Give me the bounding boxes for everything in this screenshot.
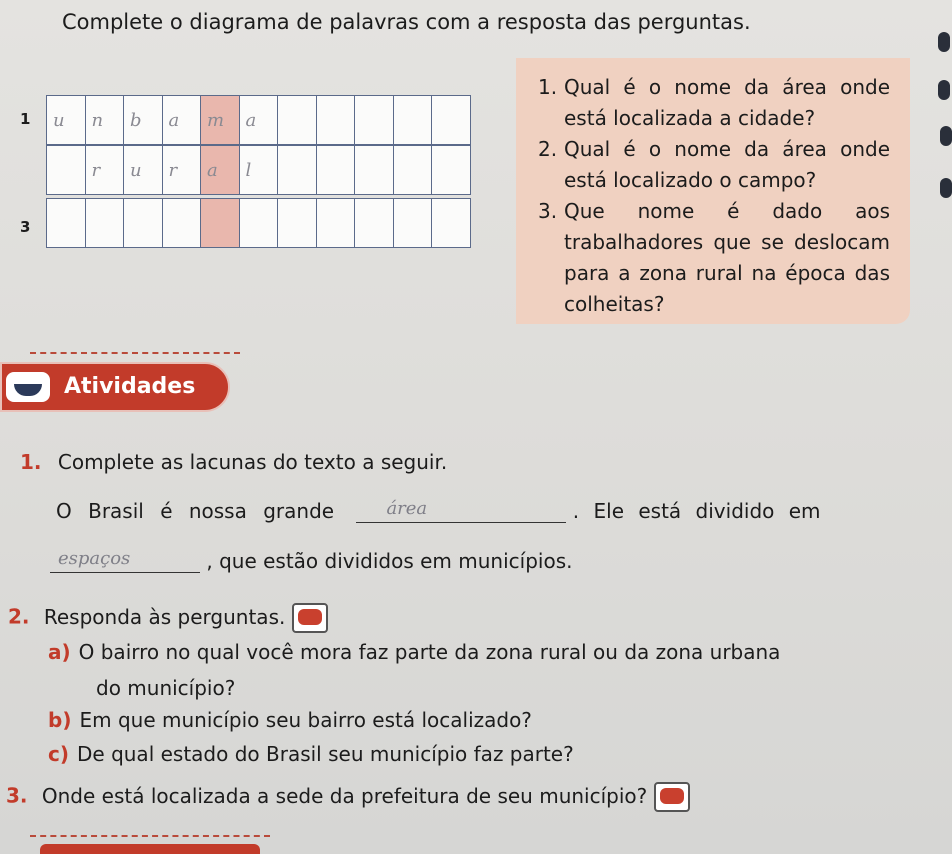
exercise-title: Responda às perguntas.	[43, 604, 286, 629]
crossword-number-3: 3	[20, 218, 31, 236]
item-text: Em que município seu bairro está localizado?	[79, 708, 532, 732]
question-number: 2.	[538, 137, 558, 161]
oral-activity-icon	[292, 603, 328, 633]
dashed-divider	[30, 835, 270, 837]
activities-icon	[6, 372, 50, 402]
crossword-cell[interactable]: r	[162, 145, 202, 195]
handwritten-answer: espaços	[58, 548, 131, 569]
crossword-cell-highlighted[interactable]	[200, 198, 240, 248]
exercise-title: Onde está localizada a sede da prefeitura de seu município?	[41, 783, 648, 808]
item-text: O bairro no qual você mora faz parte da zona rural ou da zona urbana	[78, 640, 781, 664]
exercise-1-line-2	[50, 548, 930, 573]
question-item	[538, 196, 890, 320]
bottom-banner-edge	[40, 844, 260, 854]
item-letter: a)	[48, 640, 71, 664]
exercise-text: . Ele está dividido em	[572, 499, 821, 523]
crossword-cell-highlighted[interactable]: a	[200, 145, 240, 195]
crossword-questions-panel	[516, 58, 910, 324]
exercise-title: Complete as lacunas do texto a seguir.	[57, 450, 448, 474]
binder-edge-mark	[940, 178, 952, 198]
question-text: Que nome é dado aos trabalhadores que se deslocam para a zona rural na época das colheitas?	[564, 199, 890, 316]
crossword-cell[interactable]	[85, 198, 125, 248]
item-text: De qual estado do Brasil seu município faz parte?	[77, 742, 574, 766]
crossword-cell[interactable]: n	[85, 95, 125, 145]
exercise-2c	[48, 742, 574, 766]
exercise-text: O Brasil é nossa grande	[56, 499, 335, 523]
crossword-cell[interactable]: a	[239, 95, 279, 145]
crossword-cell[interactable]	[354, 145, 394, 195]
dashed-divider	[30, 352, 240, 354]
question-text: Qual é o nome da área onde está localizada a cidade?	[564, 75, 890, 130]
fill-blank-2[interactable]	[50, 548, 200, 573]
crossword-cell[interactable]	[354, 198, 394, 248]
question-number: 3.	[538, 199, 558, 223]
crossword-cell[interactable]	[393, 198, 433, 248]
question-number: 1.	[538, 75, 558, 99]
crossword-cell[interactable]	[393, 145, 433, 195]
crossword-cell[interactable]	[431, 95, 471, 145]
crossword-cell[interactable]	[431, 145, 471, 195]
exercise-2-title	[8, 603, 328, 633]
binder-edge-mark	[938, 32, 950, 52]
crossword-row-2	[46, 145, 471, 195]
crossword-cell[interactable]	[277, 95, 317, 145]
question-item	[538, 72, 890, 134]
item-text: do município?	[96, 676, 236, 700]
activities-banner	[0, 362, 230, 412]
oral-activity-icon	[654, 782, 690, 812]
exercise-2a	[48, 640, 943, 664]
crossword-cell[interactable]: u	[123, 145, 163, 195]
fill-blank-1[interactable]	[356, 498, 566, 523]
crossword-cell[interactable]	[123, 198, 163, 248]
binder-edge-mark	[940, 126, 952, 146]
crossword-cell[interactable]: u	[46, 95, 86, 145]
crossword-cell[interactable]	[431, 198, 471, 248]
crossword-row-1	[46, 95, 471, 145]
handwritten-answer: área	[386, 498, 428, 519]
question-text: Qual é o nome da área onde está localizado o campo?	[564, 137, 890, 192]
exercise-1-line-1	[56, 498, 936, 523]
crossword-row-3	[46, 198, 471, 248]
exercise-1-title	[20, 450, 447, 474]
exercise-2a-cont	[96, 676, 235, 700]
crossword-cell[interactable]	[316, 95, 356, 145]
exercise-number: 1.	[20, 450, 42, 474]
crossword-cell[interactable]	[277, 198, 317, 248]
crossword-cell[interactable]	[46, 145, 86, 195]
exercise-number: 2.	[8, 604, 30, 629]
crossword-cell[interactable]: l	[239, 145, 279, 195]
item-letter: b)	[48, 708, 72, 732]
exercise-3	[6, 782, 690, 812]
item-letter: c)	[48, 742, 69, 766]
crossword-cell[interactable]	[46, 198, 86, 248]
crossword-number-1: 1	[20, 110, 31, 128]
crossword-cell[interactable]: r	[85, 145, 125, 195]
crossword-cell[interactable]	[393, 95, 433, 145]
exercise-text: , que estão divididos em municípios.	[206, 549, 573, 573]
crossword-cell[interactable]	[354, 95, 394, 145]
crossword-cell-highlighted[interactable]: m	[200, 95, 240, 145]
crossword-cell[interactable]: a	[162, 95, 202, 145]
question-item	[538, 134, 890, 196]
crossword-cell[interactable]	[162, 198, 202, 248]
crossword-cell[interactable]	[239, 198, 279, 248]
crossword-cell[interactable]	[316, 145, 356, 195]
binder-edge-mark	[938, 80, 950, 100]
exercise-2b	[48, 708, 532, 732]
activities-label: Atividades	[64, 374, 196, 399]
crossword-cell[interactable]	[277, 145, 317, 195]
exercise-number: 3.	[6, 783, 28, 808]
crossword-cell[interactable]: b	[123, 95, 163, 145]
page-heading: Complete o diagrama de palavras com a resposta das perguntas.	[62, 10, 751, 34]
crossword-cell[interactable]	[316, 198, 356, 248]
